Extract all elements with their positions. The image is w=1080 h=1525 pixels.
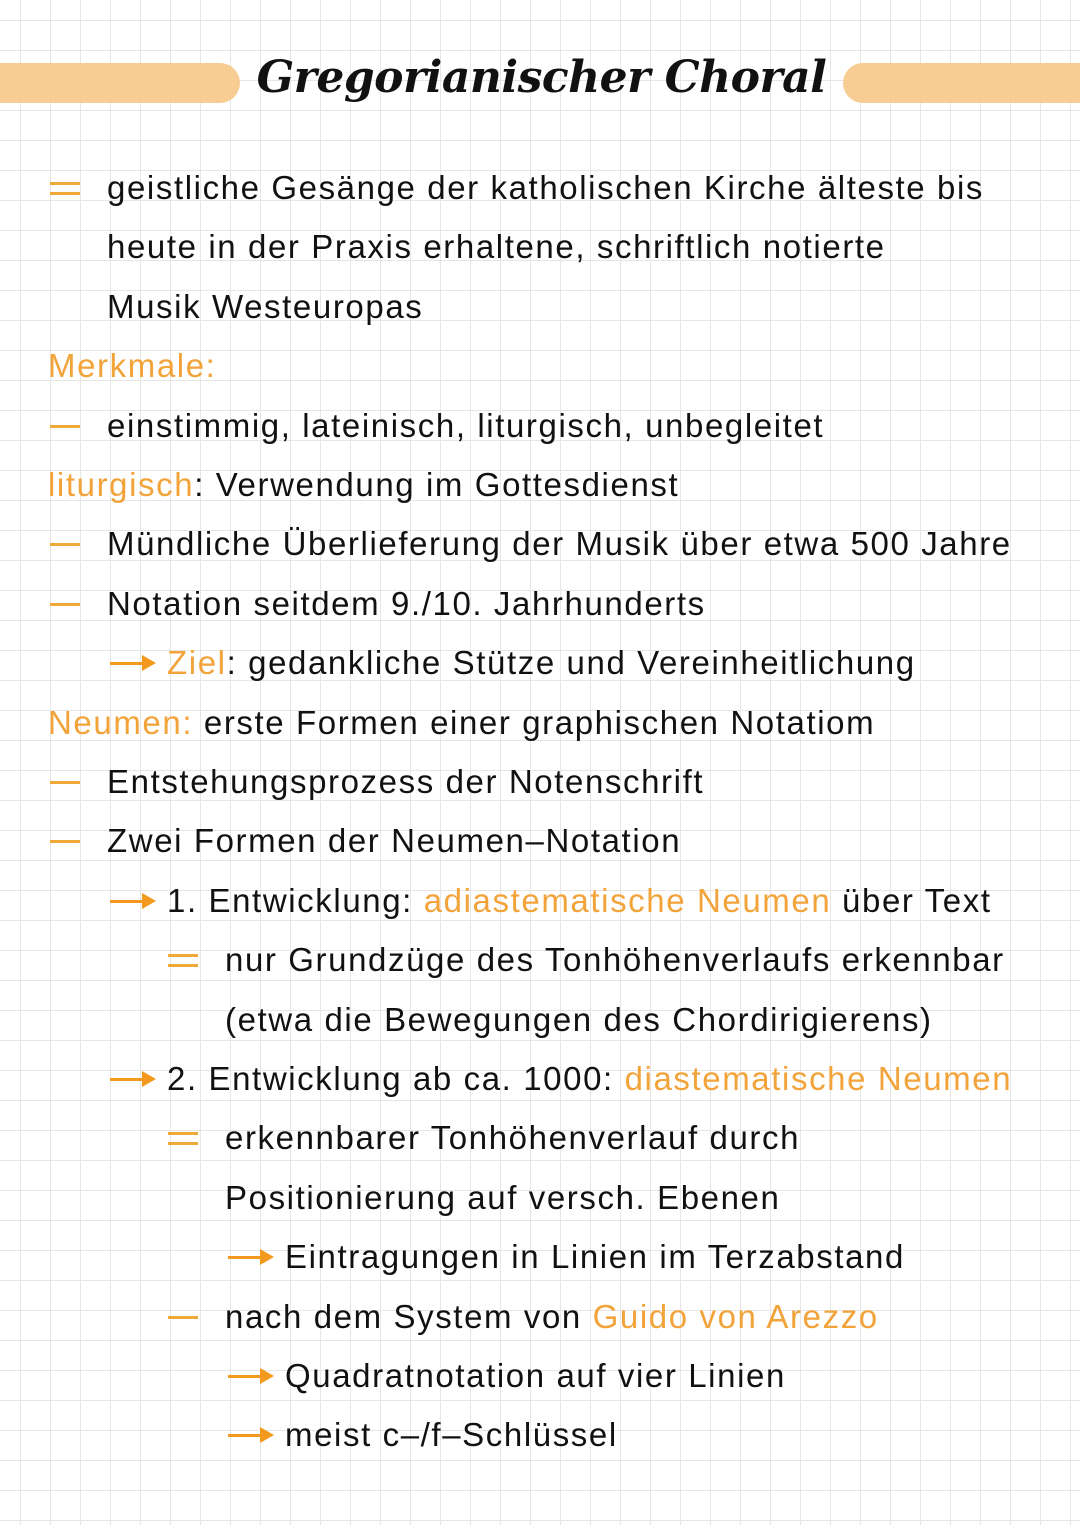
title-decoration-bar-right [843,63,1080,103]
note-text: 1. Entwicklung: [167,881,424,919]
section-heading-line [48,344,216,388]
highlighted-term: Guido von Arezzo [592,1297,879,1335]
note-text: 2. Entwicklung ab ca. 1000: [167,1060,625,1097]
arrow-marker-icon [110,1057,158,1101]
highlighted-term: liturgisch [48,466,195,503]
highlighted-term: Neumen: [48,703,204,741]
note-text: Notation seitdem 9./10. Jahrhunderts [107,584,706,622]
note-text: nur Grundzüge des Tonhöhenverlaufs erkennbar [225,941,1005,979]
note-line [107,819,681,863]
note-line [107,285,423,329]
note-line [107,522,1012,566]
note-text: erkennbarer Tonhöhenverlauf durch [225,1119,801,1157]
note-line [107,166,984,210]
dash-marker-icon [50,404,98,448]
highlighted-term: Merkmale: [48,347,217,385]
note-line [285,1354,786,1398]
arrow-marker-icon [228,1235,276,1279]
section-heading-line [48,463,679,507]
note-line [285,1413,618,1457]
note-text: Zwei Formen der Neumen–Notation [107,822,682,860]
equals-marker-icon [168,1116,216,1160]
arrow-marker-icon [228,1354,276,1398]
note-text: Quadratnotation auf vier Linien [285,1357,786,1394]
note-text: geistliche Gesänge der katholischen Kirche älteste bis [107,169,985,206]
note-line [167,879,992,923]
note-text: erste Formen einer graphischen Notatiom [203,703,876,741]
note-line [107,225,886,269]
arrow-marker-icon [110,879,158,923]
note-text: : Verwendung im Gottesdienst [194,466,680,503]
dash-marker-icon [50,582,98,626]
note-text: einstimmig, lateinisch, liturgisch, unbegleitet [107,406,825,444]
note-text: nach dem System von [225,1297,593,1335]
note-text: Eintragungen in Linien im Terzabstand [285,1238,905,1276]
note-text: Musik Westeuropas [107,287,424,325]
note-text: (etwa die Bewegungen des Chordirigierens) [225,1000,933,1038]
note-text: Mündliche Überlieferung der Musik über etwa 500 Jahre [107,525,1012,563]
note-line [107,582,706,626]
equals-marker-icon [168,938,216,982]
equals-marker-icon [50,166,98,210]
note-line [107,760,704,804]
note-line [225,1176,780,1220]
note-text: Entstehungsprozess der Notenschrift [107,763,705,800]
dash-marker-icon [50,522,98,566]
note-line [107,404,824,448]
arrow-marker-icon [228,1413,276,1457]
note-text: über Text [831,881,992,919]
dash-marker-icon [50,819,98,863]
note-line [167,641,916,685]
note-line [225,1295,879,1339]
note-line [167,1057,1012,1101]
note-line [225,1116,800,1160]
arrow-marker-icon [110,641,158,685]
note-line [285,1235,905,1279]
note-text: : gedankliche Stütze und Vereinheitlichung [226,644,916,682]
highlighted-term: adiastematische Neumen [423,881,832,919]
highlighted-term: diastematische Neumen [624,1060,1013,1097]
dash-marker-icon [168,1295,216,1339]
note-text: heute in der Praxis erhaltene, schriftlich notierte [107,228,886,266]
dash-marker-icon [50,760,98,804]
note-line [225,998,933,1042]
note-text: Positionierung auf versch. Ebenen [225,1178,781,1216]
title-decoration-bar-left [0,63,240,103]
page-title: Gregorianischer Choral [256,52,827,103]
note-text: meist c–/f–Schlüssel [285,1416,618,1454]
note-line [225,938,1005,982]
highlighted-term: Ziel [167,644,227,682]
section-heading-line [48,701,875,745]
